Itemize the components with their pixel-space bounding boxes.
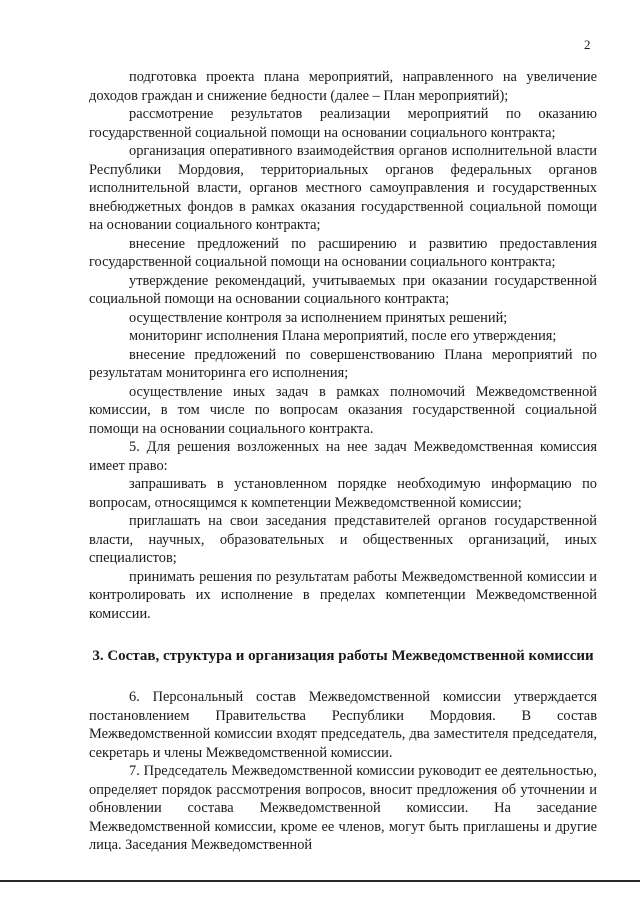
clause-6-paragraph: 6. Персональный состав Межведомственной комиссии утверждается постановлением Правительства Республики Мордовия. В состав Межведомственной комиссии входят председатель, два заместителя председателя, секретарь и члены Межведомственной комиссии.	[89, 689, 597, 761]
clause-5-paragraph: 5. Для решения возложенных на нее задач Межведомственная комиссия имеет право:	[89, 439, 597, 474]
list-item: организация оперативного взаимодействия органов исполнительной власти Республики Мордовия, территориальных органов федеральных органов исполнительной власти, органов местного самоуправления и государственных внебюджетных фондов в рамках оказания государственной социальной помощи на основании социального контракта;	[89, 143, 597, 233]
list-item: осуществление контроля за исполнением принятых решений;	[129, 309, 508, 326]
list-item: запрашивать в установленном порядке необходимую информацию по вопросам, относящимся к компетенции Межведомственной комиссии;	[89, 476, 597, 511]
list-item: утверждение рекомендаций, учитываемых при оказании государственной социальной помощи на основании социального контракта;	[89, 272, 597, 307]
list-item: внесение предложений по расширению и развитию предоставления государственной социальной помощи на основании социального контракта;	[89, 235, 597, 270]
list-item: подготовка проекта плана мероприятий, направленного на увеличение доходов граждан и снижение бедности (далее – План мероприятий);	[89, 69, 597, 104]
clause-7-paragraph: 7. Председатель Межведомственной комиссии руководит ее деятельностью, определяет порядок рассмотрения вопросов, вносит предложения об уточнении и обновлении состава Межведомственной комиссии. На заседание Межведомственной комиссии, кроме ее членов, могут быть приглашены и другие лица. Заседания Межведомственной	[89, 763, 597, 853]
list-item: осуществление иных задач в рамках полномочий Межведомственной комиссии, в том числе по вопросам оказания государственной социальной помощи на основании социального контракта.	[89, 383, 597, 437]
bottom-divider	[0, 880, 640, 882]
page-number: 2	[584, 37, 591, 52]
list-item: принимать решения по результатам работы Межведомственной комиссии и контролировать их исполнение в пределах компетенции Межведомственной комиссии.	[89, 568, 597, 622]
document-body	[89, 68, 597, 855]
section-title: 3. Состав, структура и организация работы Межведомственной комиссии	[92, 648, 594, 664]
list-item: внесение предложений по совершенствованию Плана мероприятий по результатам мониторинга его исполнения;	[89, 346, 597, 381]
list-item: приглашать на свои заседания представителей органов государственной власти, научных, образовательных и общественных организаций, иных специалистов;	[89, 513, 597, 566]
list-item: рассмотрение результатов реализации мероприятий по оказанию государственной социальной помощи на основании социального контракта;	[89, 106, 597, 141]
list-item: мониторинг исполнения Плана мероприятий, после его утверждения;	[129, 328, 557, 344]
